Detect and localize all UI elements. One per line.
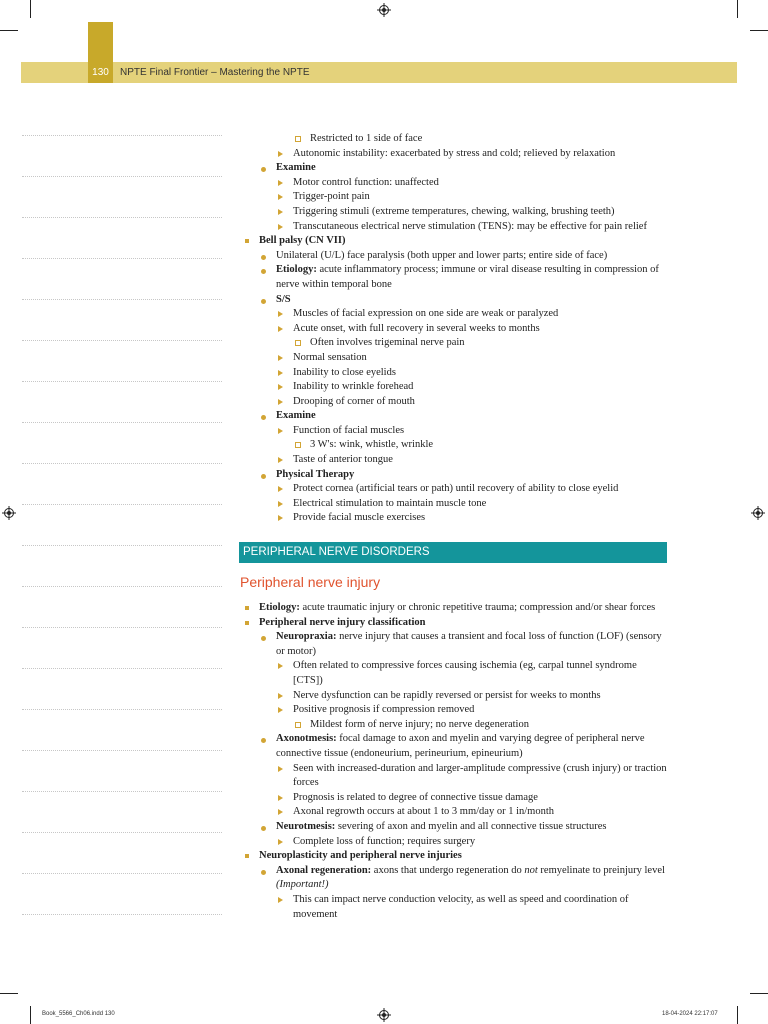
dot-bullet-icon: [261, 269, 266, 274]
list-item-body: focal damage to axon and myelin and varying degree of peripheral nerve connective tissue (endoneurium, perineurium, epineurium): [276, 733, 645, 759]
list-item: [240, 147, 668, 162]
square-bullet-icon: [245, 606, 249, 610]
list-item: [240, 601, 668, 616]
list-item-body: Protect cornea (artificial tears or path) until recovery of ability to close eyelid: [293, 483, 619, 495]
section-banner: PERIPHERAL NERVE DISORDERS: [239, 542, 667, 563]
list-item-lead: S/S: [276, 293, 291, 305]
list-item-body: nerve injury that causes a transient and focal loss of function (LOF) (sensory or motor): [276, 631, 662, 657]
list-item-lead: Neurotmesis:: [276, 820, 336, 832]
list-item: [240, 893, 668, 922]
list-item-body: Mildest form of nerve injury; no nerve degeneration: [310, 718, 529, 730]
list-item-body: Nerve dysfunction can be rapidly reversed or persist for weeks to months: [293, 689, 601, 701]
list-item: [240, 835, 668, 850]
list-item-body: Electrical stimulation to maintain muscle tone: [293, 497, 487, 509]
list-item: [240, 630, 668, 659]
crop-mark: [30, 0, 31, 18]
square-bullet-icon: [245, 621, 249, 625]
list-item-text: [293, 147, 668, 162]
arrow-bullet-icon: [278, 209, 283, 215]
dot-bullet-icon: [261, 415, 266, 420]
list-item: [240, 497, 668, 512]
square-bullet-icon: [295, 722, 301, 728]
list-item-body: Normal sensation: [293, 351, 367, 363]
arrow-bullet-icon: [278, 194, 283, 200]
list-item: [240, 616, 668, 631]
running-title: NPTE Final Frontier – Mastering the NPTE: [120, 67, 310, 78]
list-item-text: [293, 220, 668, 235]
list-item-body: acute traumatic injury or chronic repetitive trauma; compression and/or shear forces: [299, 602, 656, 614]
list-item-text: [293, 322, 668, 337]
list-item-text: [293, 205, 668, 220]
list-item: [240, 409, 668, 424]
list-item-text: [310, 438, 668, 453]
arrow-bullet-icon: [278, 428, 283, 434]
arrow-bullet-icon: [278, 224, 283, 230]
list-item-text: [276, 161, 668, 176]
list-item: [240, 263, 668, 292]
crop-mark: [0, 993, 18, 994]
list-item-text: [293, 689, 668, 704]
list-item-body: Prognosis is related to degree of connective tissue damage: [293, 791, 538, 803]
arrow-bullet-icon: [278, 326, 283, 332]
arrow-bullet-icon: [278, 501, 283, 507]
list-item-body: Often related to compressive forces causing ischemia (eg, carpal tunnel syndrome [CTS]): [293, 660, 637, 686]
list-item: [240, 689, 668, 704]
list-item-lead: Axonotmesis:: [276, 733, 337, 745]
arrow-bullet-icon: [278, 515, 283, 521]
dot-bullet-icon: [261, 167, 266, 172]
list-item-text: [259, 616, 668, 631]
arrow-bullet-icon: [278, 457, 283, 463]
dot-bullet-icon: [261, 826, 266, 831]
list-item: [240, 176, 668, 191]
list-item-text: [310, 132, 668, 147]
arrow-bullet-icon: [278, 707, 283, 713]
list-item: [240, 718, 668, 733]
list-item: [240, 205, 668, 220]
list-item: [240, 380, 668, 395]
list-item: [240, 791, 668, 806]
arrow-bullet-icon: [278, 355, 283, 361]
list-item-lead: Neuroplasticity and peripheral nerve injuries: [259, 850, 462, 862]
list-item-body: Unilateral (U/L) face paralysis (both upper and lower parts; entire side of face): [276, 249, 608, 261]
list-item: [240, 234, 668, 249]
list-item: [240, 132, 668, 147]
arrow-bullet-icon: [278, 151, 283, 157]
list-item-body: Motor control function: unaffected: [293, 176, 439, 188]
arrow-bullet-icon: [278, 663, 283, 669]
list-item: [240, 307, 668, 322]
list-item-lead: Peripheral nerve injury classification: [259, 616, 426, 628]
list-item-body: Autonomic instability: exacerbated by stress and cold; relieved by relaxation: [293, 147, 616, 159]
arrow-bullet-icon: [278, 311, 283, 317]
list-item-body: Inability to close eyelids: [293, 366, 396, 378]
list-item-text: [293, 659, 668, 688]
crop-mark: [737, 1006, 738, 1024]
arrow-bullet-icon: [278, 370, 283, 376]
list-item-text: [276, 263, 668, 292]
arrow-bullet-icon: [278, 693, 283, 699]
list-item-text: [259, 849, 668, 864]
square-bullet-icon: [245, 239, 249, 243]
list-item-text: [310, 336, 668, 351]
list-item-body: Function of facial muscles: [293, 424, 405, 436]
arrow-bullet-icon: [278, 180, 283, 186]
square-bullet-icon: [295, 442, 301, 448]
list-item-text: [310, 718, 668, 733]
list-item-text: [293, 453, 668, 468]
list-item-text: [276, 820, 668, 835]
list-item-body: Transcutaneous electrical nerve stimulation (TENS): may be effective for pain relief: [293, 220, 647, 232]
list-item: [240, 366, 668, 381]
list-item: [240, 424, 668, 439]
list-item-body: Acute onset, with full recovery in several weeks to months: [293, 322, 540, 334]
square-bullet-icon: [295, 340, 301, 346]
list-item-body: remyelinate to preinjury level: [537, 864, 665, 876]
list-item: [240, 732, 668, 761]
list-item-emphasis: not: [524, 864, 538, 876]
list-item-lead: Examine: [276, 162, 316, 174]
list-item-text: [259, 601, 668, 616]
list-item-body: This can impact nerve conduction velocity, as well as speed and coordination of movement: [293, 893, 629, 920]
list-item-text: [293, 190, 668, 205]
square-bullet-icon: [295, 136, 301, 142]
registration-mark-icon: [2, 506, 16, 520]
list-item-body: acute inflammatory process; immune or viral disease resulting in compression of nerve within temporal bone: [276, 264, 659, 290]
list-item: [240, 293, 668, 308]
list-item-text: [293, 511, 668, 526]
list-item: [240, 336, 668, 351]
dot-bullet-icon: [261, 474, 266, 479]
dot-bullet-icon: [261, 738, 266, 743]
list-item-text: [293, 805, 668, 820]
arrow-bullet-icon: [278, 839, 283, 845]
arrow-bullet-icon: [278, 766, 283, 772]
bell-palsy-list: [240, 132, 668, 526]
list-item: [240, 161, 668, 176]
list-item-text: [293, 424, 668, 439]
list-item-body: Muscles of facial expression on one side are weak or paralyzed: [293, 308, 559, 320]
list-item: [240, 351, 668, 366]
list-item: [240, 322, 668, 337]
list-item: [240, 703, 668, 718]
list-item: [240, 190, 668, 205]
crop-mark: [750, 30, 768, 31]
list-item-text: [276, 864, 668, 893]
arrow-bullet-icon: [278, 486, 283, 492]
list-item-body: Axonal regrowth occurs at about 1 to 3 mm/day or 1 in/month: [293, 806, 554, 818]
list-item-body: Triggering stimuli (extreme temperatures, chewing, walking, brushing teeth): [293, 205, 615, 217]
crop-mark: [0, 30, 18, 31]
list-item-text: [276, 249, 668, 264]
list-item-body: Seen with increased-duration and larger-amplitude compressive (crush injury) or traction forces: [293, 762, 667, 789]
dot-bullet-icon: [261, 636, 266, 641]
list-item: [240, 220, 668, 235]
list-item-text: [293, 791, 668, 806]
list-item: [240, 453, 668, 468]
arrow-bullet-icon: [278, 897, 283, 903]
list-item: [240, 762, 668, 791]
list-item-text: [276, 732, 668, 761]
registration-mark-icon: [751, 506, 765, 520]
list-item-text: [276, 468, 668, 483]
page-number: 130: [92, 67, 109, 78]
list-item-body: severing of axon and myelin and all connective tissue structures: [335, 820, 607, 832]
list-item-lead: Etiology:: [276, 264, 317, 276]
list-item: [240, 659, 668, 688]
list-item: [240, 482, 668, 497]
list-item: [240, 849, 668, 864]
dot-bullet-icon: [261, 870, 266, 875]
footer-timestamp: 18-04-2024 22:17:07: [662, 1011, 718, 1017]
list-item-text: [293, 703, 668, 718]
list-item-lead: Etiology:: [259, 602, 300, 614]
arrow-bullet-icon: [278, 795, 283, 801]
list-item-body: Taste of anterior tongue: [293, 454, 393, 466]
subheading: Peripheral nerve injury: [240, 574, 381, 591]
list-item-text: [293, 351, 668, 366]
list-item-text: [276, 630, 668, 659]
list-item-text: [293, 395, 668, 410]
list-item-text: [293, 762, 668, 791]
list-item-text: [259, 234, 668, 249]
crop-mark: [737, 0, 738, 18]
list-item-text: [293, 482, 668, 497]
arrow-bullet-icon: [278, 384, 283, 390]
list-item-body: Drooping of corner of mouth: [293, 395, 415, 407]
arrow-bullet-icon: [278, 809, 283, 815]
list-item-body: Positive prognosis if compression removed: [293, 704, 475, 716]
peripheral-nerve-list: [240, 601, 668, 922]
list-item-text: [293, 307, 668, 322]
square-bullet-icon: [245, 854, 249, 858]
list-item-lead: Axonal regeneration:: [276, 864, 372, 876]
list-item: [240, 395, 668, 410]
list-item-body: Provide facial muscle exercises: [293, 512, 426, 524]
dot-bullet-icon: [261, 255, 266, 260]
arrow-bullet-icon: [278, 399, 283, 405]
list-item-lead: Bell palsy (CN VII): [259, 235, 346, 247]
footer-file-slug: Book_5566_Ch06.indd 130: [42, 1011, 115, 1017]
list-item-text: [293, 176, 668, 191]
list-item-lead: Physical Therapy: [276, 468, 355, 480]
margin-note-rules: [22, 135, 222, 955]
list-item-body: axons that undergo regeneration do: [371, 864, 525, 876]
list-item: [240, 805, 668, 820]
list-item: [240, 820, 668, 835]
crop-mark: [750, 993, 768, 994]
list-item-lead: Examine: [276, 410, 316, 422]
list-item-body: Often involves trigeminal nerve pain: [310, 337, 465, 349]
registration-mark-icon: [377, 1008, 391, 1022]
list-item-body: Inability to wrinkle forehead: [293, 381, 414, 393]
list-item-lead: Neuropraxia:: [276, 631, 337, 643]
list-item-text: [293, 380, 668, 395]
registration-mark-icon: [377, 3, 391, 17]
list-item: [240, 249, 668, 264]
list-item: [240, 468, 668, 483]
list-item: [240, 511, 668, 526]
list-item-text: [293, 497, 668, 512]
list-item-emphasis: (Important!): [276, 879, 329, 891]
dot-bullet-icon: [261, 299, 266, 304]
list-item-text: [293, 366, 668, 381]
body-text-column: [240, 132, 668, 922]
list-item: [240, 864, 668, 893]
list-item-body: Restricted to 1 side of face: [310, 133, 423, 144]
list-item-text: [276, 293, 668, 308]
list-item-text: [276, 409, 668, 424]
list-item-body: Trigger-point pain: [293, 191, 370, 203]
list-item-body: Complete loss of function; requires surgery: [293, 835, 476, 847]
list-item: [240, 438, 668, 453]
list-item-text: [293, 835, 668, 850]
list-item-body: 3 W's: wink, whistle, wrinkle: [310, 439, 434, 451]
crop-mark: [30, 1006, 31, 1024]
list-item-text: [293, 893, 668, 922]
